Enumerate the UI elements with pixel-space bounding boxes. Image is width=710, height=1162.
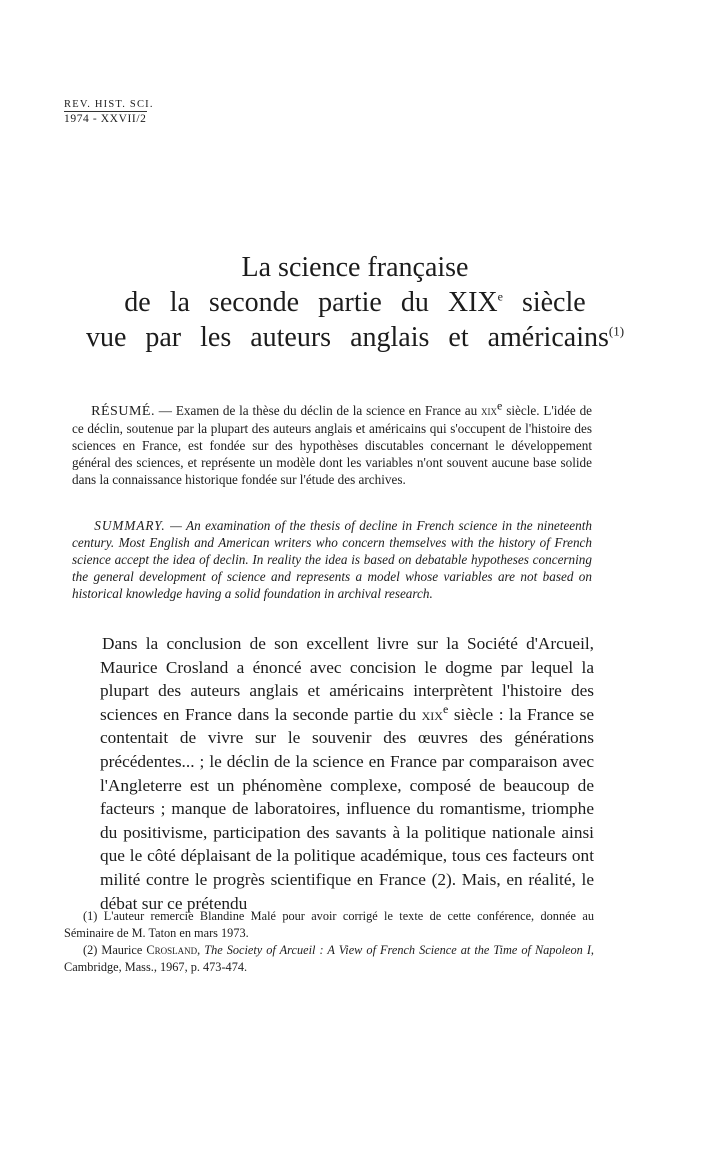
summary-text: An examination of the thesis of decline in French science in the nineteenth century. Most English and American writers who concern themselves with the history of French science accept the idea of declin. In reality the idea is based on debatable hypotheses concerning the general development of science and represents a model whose variables are not based on historical knowledge having a solid foundation in archival research.: [72, 518, 592, 601]
title-line-3: [40, 320, 670, 355]
resume-sep: —: [154, 403, 176, 418]
footnote-2-sep: ,: [197, 943, 205, 957]
body-century-sup: e: [442, 702, 449, 717]
journal-issue: 1974 - XXVII/2: [64, 113, 147, 125]
journal-name: REV. HIST. SCI.: [64, 99, 154, 110]
footnote-2-title: The Society of Arcueil : A View of French Science at the Time of Napoleon I: [204, 943, 591, 957]
footnote-2-prefix: (2) Maurice: [83, 943, 147, 957]
title-line-1: La science française: [241, 252, 469, 283]
resume-paragraph: [72, 398, 593, 488]
resume-text-end: siècle. L'idée de ce déclin, soutenue par la plupart des auteurs anglais et américains qui s'occupent de l'histoire des sciences en France, est fondée sur des hypothèses discutables concernant le développement général des sciences, et représente un modèle dont les variables n'ont souvent aucune base solide dans la connaissance historique fondée sur l'étude des archives.: [72, 403, 593, 487]
title-line-2-end: siècle: [502, 287, 586, 318]
article-title: [40, 250, 670, 355]
title-line-2-text: de la seconde partie du XIX: [124, 287, 498, 318]
footnotes: [64, 908, 594, 976]
body-text-end: siècle : la France se contentait de vivre sur le souvenir des œuvres des générations précédentes... ; le déclin de la science en France par comparaison avec l'Angleterre est un phénomène complexe, composé de beaucoup de facteurs ; manque de laboratoires, influence du romantisme, triomphe du positivisme, participation des savants à la politique nationale ainsi que le côté déplaisant de la politique académique, tous ces facteurs ont milité contre le progrès scientifique en France (2). Mais, en réalité, le débat sur ce prétendu: [100, 704, 594, 913]
resume-century-sup: e: [497, 398, 503, 413]
journal-header: [64, 98, 154, 126]
footnote-1: (1) L'auteur remercie Blandine Malé pour avoir corrigé le texte de cette conférence, donnée au Séminaire de M. Taton en mars 1973.: [64, 909, 594, 940]
footnote-2-author: Crosland: [146, 943, 198, 957]
resume-century: xix: [481, 403, 498, 418]
footnote-2-end: , Cambridge, Mass., 1967, p. 473-474.: [64, 943, 594, 974]
summary-sep: —: [165, 518, 187, 533]
title-line-3-text: vue par les auteurs anglais et américains: [85, 322, 609, 353]
body-text-start: Dans la conclusion de son excellent livre sur la Société d'Arcueil, Maurice Crosland a énoncé avec concision le dogme par lequel la plupart des auteurs anglais et américains interprètent l'histoire des sciences en France dans la seconde partie du: [100, 634, 594, 724]
title-line-2: [40, 285, 670, 320]
footnote-2: [64, 942, 594, 976]
body-text: [100, 632, 594, 915]
body-paragraph: [100, 632, 594, 915]
title-century-sup: e: [497, 289, 503, 304]
resume-text-start: Examen de la thèse du déclin de la science en France au: [175, 403, 482, 418]
summary-paragraph: [72, 517, 592, 602]
title-footnote-ref: (1): [608, 323, 625, 339]
body-century: xix: [421, 704, 443, 724]
summary-label: SUMMARY.: [94, 518, 166, 533]
resume-label: RÉSUMÉ.: [91, 404, 155, 419]
